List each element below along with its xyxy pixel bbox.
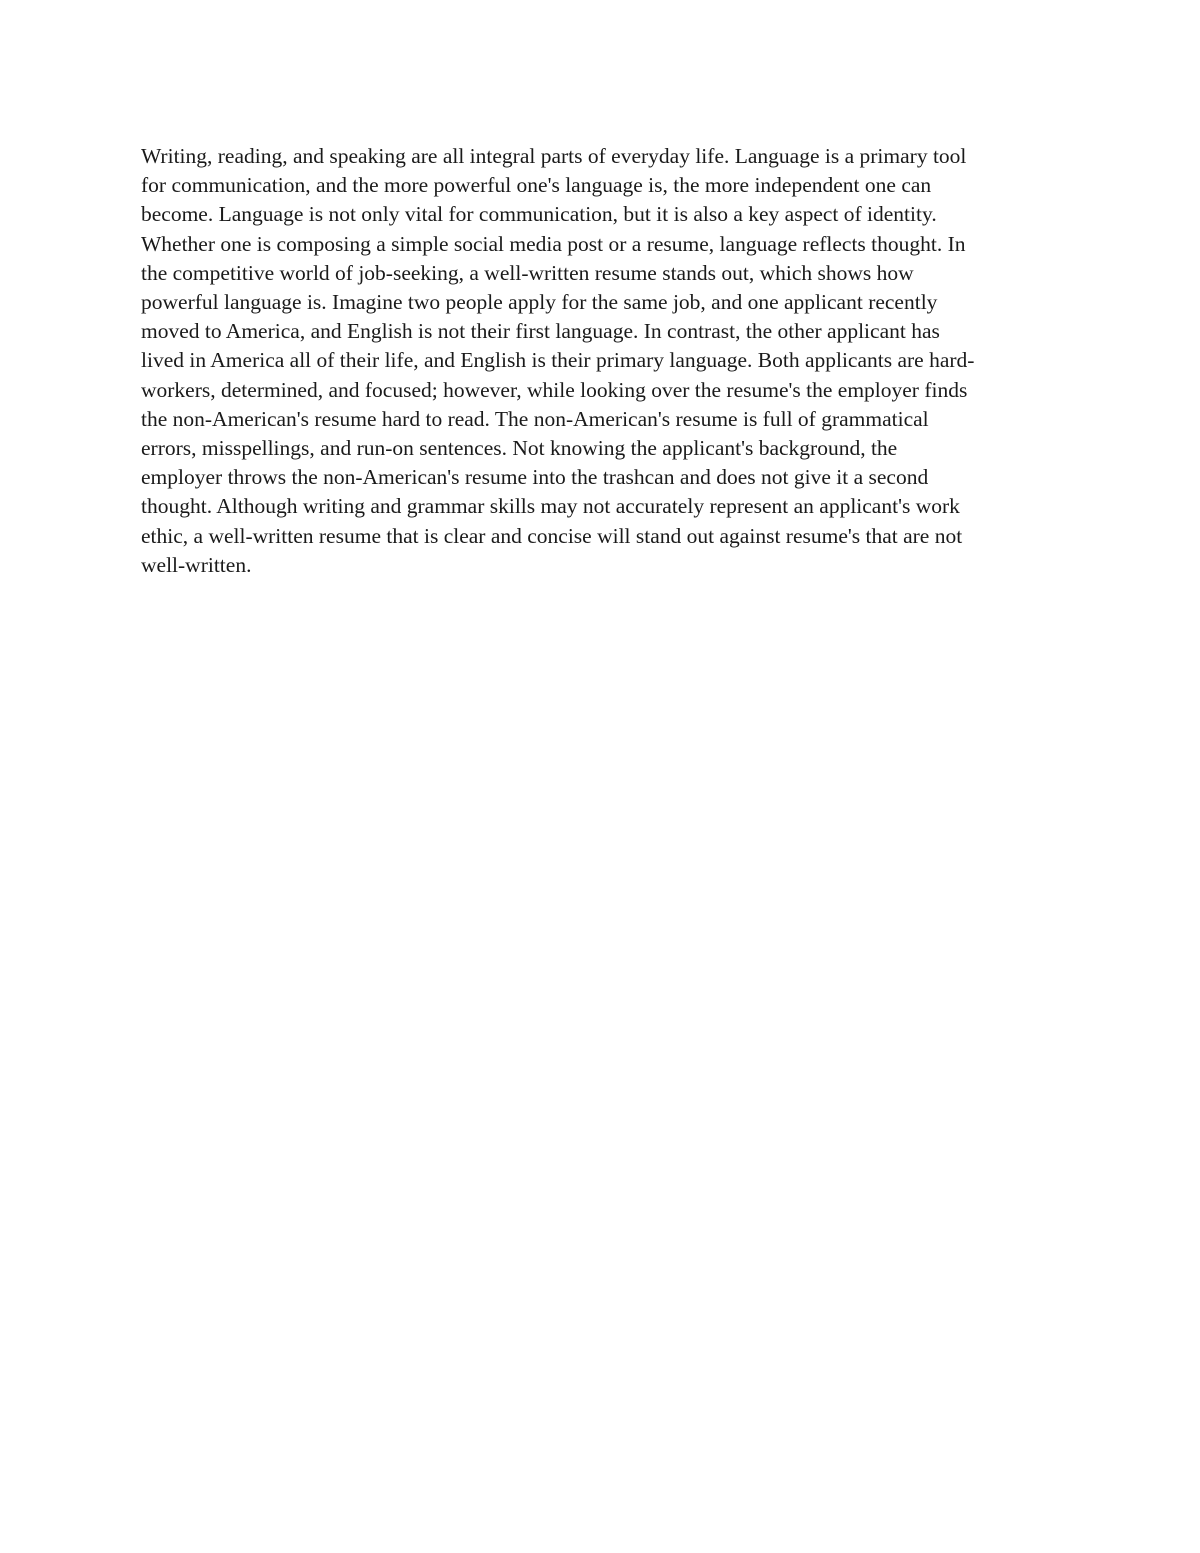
paragraph-line: Whether one is composing a simple social media post or a resume, language reflects thought. In	[141, 231, 966, 256]
paragraph-line: errors, misspellings, and run-on sentences. Not knowing the applicant's background, the	[141, 436, 898, 461]
paragraph-line: thought. Although writing and grammar skills may not accurately represent an applicant's work	[141, 494, 960, 519]
paragraph-line: Writing, reading, and speaking are all integral parts of everyday life. Language is a primary tool	[141, 144, 967, 168]
paragraph-line: moved to America, and English is not their first language. In contrast, the other applicant has	[141, 319, 940, 344]
body-paragraph	[141, 142, 1061, 580]
paragraph-line: the competitive world of job-seeking, a well-written resume stands out, which shows how	[141, 260, 914, 285]
paragraph-line: become. Language is not only vital for communication, but it is also a key aspect of identity.	[141, 202, 937, 227]
paragraph-line: ethic, a well-written resume that is clear and concise will stand out against resume's that are not	[141, 523, 963, 548]
paragraph-line: for communication, and the more powerful one's language is, the more independent one can	[141, 173, 932, 198]
paragraph-line: employer throws the non-American's resume into the trashcan and does not give it a second	[141, 465, 929, 490]
paragraph-line: lived in America all of their life, and English is their primary language. Both applicants are hard-	[141, 348, 975, 373]
paragraph-line: powerful language is. Imagine two people apply for the same job, and one applicant recently	[141, 290, 938, 315]
paragraph-line: the non-American's resume hard to read. The non-American's resume is full of grammatical	[141, 406, 929, 431]
paragraph-line: well-written.	[141, 552, 252, 577]
paragraph-line: workers, determined, and focused; however, while looking over the resume's the employer finds	[141, 377, 968, 402]
